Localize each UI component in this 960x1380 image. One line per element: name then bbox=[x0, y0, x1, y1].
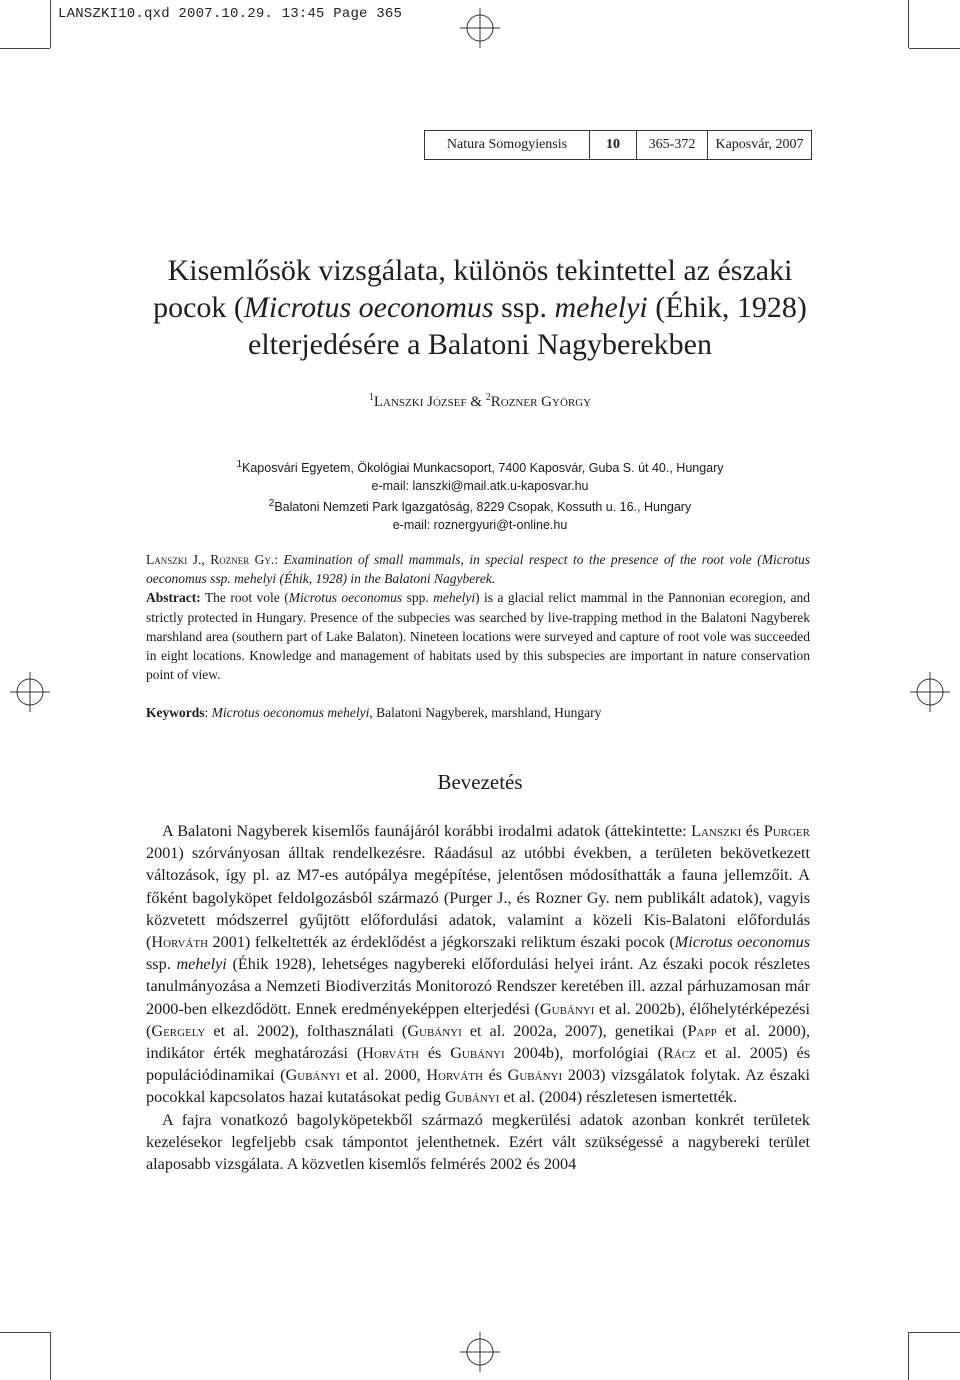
crop-mark bbox=[50, 0, 51, 48]
crop-mark bbox=[909, 48, 960, 49]
body-text bbox=[146, 820, 810, 1175]
affiliations bbox=[140, 456, 820, 535]
registration-mark-icon bbox=[460, 8, 500, 48]
crop-mark bbox=[908, 0, 909, 48]
keywords: Keywords: Microtus oeconomus mehelyi, Balatoni Nagyberek, marshland, Hungary bbox=[146, 705, 602, 720]
affiliation-2: $^2$Balatoni Nemzeti Park Igazgatóság, 8229 Csopak, Kossuth u. 16., Hungary bbox=[268, 498, 692, 515]
abstract: Abstract: The root vole (Microtus oeconomus spp. mehelyi) is a glacial relict mammal in the Pannonian ecoregion, and strictly protected in Hungary. Presence of the subpecies was searched by live-trapping method in the Balatoni Nagyberek marshland area (southern part of Lake Balaton). Nineteen locations were surveyed and capture of root vole was succeeded in eight locations. Knowledge and management of habitats used by this subspecies are important in nature conservation point of view. bbox=[146, 590, 810, 683]
paragraph: A Balatoni Nagyberek kisemlős faunájáról korábbi irodalmi adatok (áttekintette: Lanszki és Purger 2001) szórványosan álltak rendelkezésre. Ráadásul az utóbbi években, a területen bekövetkezett változások, így pl. az M7-es autópálya megépítése, jelentősen módosíthatták a fauna jellemzőit. A főként bagolyköpet feldolgozásból származó (Purger J., és Rozner Gy. nem publikált adatok), vagyis közvetett módszerrel gyűjtött előfordulási adatok, valamint a közeli Kis-Balatoni előfordulás (Horváth 2001) felkeltették az érdeklődést a jégkorszaki reliktum északi pocok (Microtus oeconomus ssp. mehelyi (Éhik 1928), lehetséges nagybereki előfordulási helyei iránt. Az északi pocok részletes tanulmányozása a Nemzeti Biodiverzitás Monitorozó Rendszer keretében ill. azzal párhuzamosan már 2000-ben elkezdődött. Ennek eredményeképpen elterjedési (Gubányi et al. 2002b), élőhelytérképezési (Gergely et al. 2002), folthasználati (Gubányi et al. 2002a, 2007), genetikai (Papp et al. 2000), indikátor érték meghatározási (Horváth és Gubányi 2004b), morfológiai (Rácz et al. 2005) és populációdinamikai (Gubányi et al. 2000, Horváth és Gubányi 2003) vizsgálatok folytak. Az északi pocokkal kapcsolatos hazai kutatásokat pedig Gubányi et al. (2004) részletesen ismertették. bbox=[146, 822, 810, 1107]
registration-mark-icon bbox=[460, 1332, 500, 1372]
crop-mark bbox=[909, 1332, 960, 1333]
journal-volume: 10 bbox=[590, 131, 637, 159]
paragraph: A fajra vonatkozó bagolyköpetekből származó megkerülési adatok azonban konkrét területek kezelésekor legfeljebb csak támpontot jelenthetnek. Ezért vált szükségessé a nagybereki terület alaposabb vizsgálata. A közvetlen kisemlős felmérés 2002 és 2004 bbox=[146, 1110, 810, 1174]
registration-mark-icon bbox=[910, 672, 950, 712]
section-heading: Bevezetés bbox=[437, 770, 523, 794]
author-name: Lanszki József bbox=[373, 394, 467, 410]
title-line: elterjedésére a Balatoni Nagyberekben bbox=[248, 328, 712, 361]
english-citation: Lanszki J., Rozner Gy.: Examination of small mammals, in special respect to the presence of the root vole (Microtus oeconomus ssp. mehelyi (Éhik, 1928) in the Balatoni Nagyberek. bbox=[146, 552, 810, 587]
crop-mark bbox=[0, 48, 50, 49]
journal-name: Natura Somogyiensis bbox=[425, 131, 590, 159]
crop-mark bbox=[0, 1332, 50, 1333]
crop-mark bbox=[50, 1332, 51, 1380]
abstract-block bbox=[146, 550, 810, 684]
author-list: $^1$Lanszki József & $^2$Rozner György bbox=[368, 392, 592, 410]
email-1: e-mail: lanszki@mail.atk.u-kaposvar.hu bbox=[371, 478, 589, 493]
printer-slug: LANSZKI10.qxd 2007.10.29. 13:45 Page 365 bbox=[58, 6, 403, 22]
author-name: Rozner György bbox=[490, 394, 592, 410]
title-line: pocok (Microtus oeconomus ssp. mehelyi (Éhik, 1928) bbox=[153, 291, 807, 324]
email-2: e-mail: roznergyuri@t-online.hu bbox=[392, 518, 568, 533]
registration-mark-icon bbox=[10, 672, 50, 712]
article-title bbox=[140, 252, 820, 363]
journal-place-year: Kaposvár, 2007 bbox=[715, 137, 804, 152]
crop-mark bbox=[908, 1332, 909, 1380]
journal-header bbox=[424, 130, 812, 160]
journal-pages: 365-372 bbox=[637, 131, 708, 159]
affiliation-1: $^1$Kaposvári Egyetem, Ökológiai Munkacsoport, 7400 Kaposvár, Guba S. út 40., Hungary bbox=[236, 459, 724, 476]
title-line: Kisemlősök vizsgálata, különös tekintettel az északi bbox=[167, 254, 793, 287]
